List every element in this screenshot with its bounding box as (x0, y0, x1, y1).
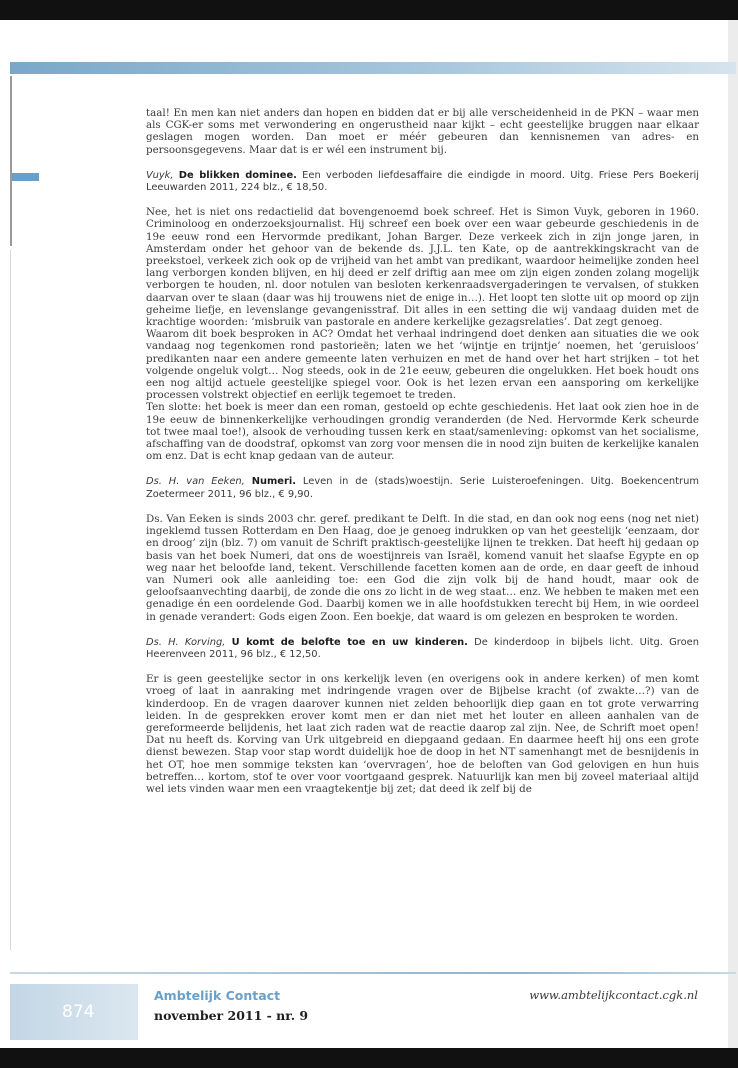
scan-border-top (0, 0, 738, 20)
review-publication-info: De kinderdoop in bijbels licht. Uitg. Groen Heerenveen 2011, 96 blz., € 12,50. (146, 636, 699, 660)
review-book-title: Numeri. (251, 476, 297, 488)
review-author: Vuyk, (146, 169, 174, 181)
header-band (10, 62, 736, 74)
review-book-title: De blikken dominee. (178, 169, 297, 181)
review-paragraph: Er is geen geestelijke sector in ons kerkelijk leven (en overigens ook in andere kerken) of men komt vroeg of laat in aanraking met indringende vragen over de Bijbelse kracht (of zwakte…?) van de kinderdoop. En de vragen daarover kunnen niet zelden behoorlijk diep gaan en tot grote verwarring leiden. In de gesprekken erover komt men er dan niet met het louter en alleen aanhalen van de gereformeerde belijdenis, het laat zich raden wat de reactie daarop zal zijn. Nee, de Schrift moet open! Dat nu heeft ds. Korving van Urk uitgebreid en diepgaand gedaan. En daarmee heeft hij ons een grote dienst bewezen. Stap voor stap wordt duidelijk hoe de doop in het NT samenhangt met de besnijdenis in het OT, hoe men sommige teksten kan ‘overvragen’, hoe de beloften van God gelovigen en hun huis betreffen… kortom, stof te over voor voortgaand gesprek. Natuurlijk kan men bij zoveel materiaal altijd wel iets vinden waar men een vraagtekentje bij zet; dat deed ik zelf bij de (146, 673, 699, 795)
scan-border-bottom (0, 1048, 738, 1068)
review-reference (146, 170, 699, 194)
review-author: Ds. H. van Eeken, (146, 476, 245, 488)
margin-rule-faint (10, 250, 11, 950)
review-paragraph: Nee, het is niet ons redactielid dat bovengenoemd boek schreef. Het is Simon Vuyk, geboren in 1960. Criminoloog en onderzoeksjournalist. Hij schreef een boek over een waar gebeurde geschiedenis in de 19e eeuw rond een Hervormde predikant, Johan Barger. Deze verkeek zich in zijn jonge jaren, in Amsterdam onder het gehoor van de bekende ds. J.J.L. ten Kate, op de aantrekkingskracht van de preekstoel, verkeek zich ook op de vrijheid van het ambt van predikant, waardoor heimelijke zonden heel lang verborgen konden blijven, en hij deed er zelf driftig aan mee om zijn eigen zonden zolang mogelijk verborgen te houden, nl. door notulen van besloten kerkenraadsvergaderingen te vervalsen, of stukken daarvan over te slaan (daar was hij trouwens niet de enige in…). Het loopt ten slotte uit op moord op zijn geheime liefje, en levenslange gevangenisstraf. Dit alles in een setting die wij vandaag duiden met de krachtige woorden: ‘misbruik van pastorale en andere kerkelijke gezagsrelaties’. Dat zegt genoeg. (146, 206, 699, 329)
review-reference (146, 637, 699, 661)
review-paragraph: Waarom dit boek besproken in AC? Omdat het verhaal indringend doet denken aan situaties die we ook vandaag nog tegenkomen rond pastorieën; laten we het ‘wijntje en trijntje’ noemen, het ‘geruisloos’ predikanten naar een andere gemeente laten verhuizen en met de hand over het hart strijken – tot het volgende ongeluk volgt… Nog steeds, ook in de 21e eeuw, gebeuren die ongelukken. Het boek houdt ons een nog altijd actuele geestelijke spiegel voor. Ook is het lezen ervan een aansporing om kerkelijke processen volstrekt objectief en eerlijk tegemoet te treden. (146, 328, 699, 402)
magazine-title: Ambtelijk Contact (154, 988, 281, 1003)
magazine-url[interactable]: www.ambtelijkcontact.cgk.nl (529, 988, 698, 1002)
magazine-issue: november 2011 - nr. 9 (154, 1008, 309, 1023)
review-book-title: U komt de belofte toe en uw kinderen. (231, 636, 468, 648)
review-author: Ds. H. Korving, (146, 636, 226, 648)
review-publication-info: Een verboden liefdesaffaire die eindigde in moord. Uitg. Friese Pers Boekerij Leeuwarden 2011, 224 blz., € 18,50. (146, 169, 700, 194)
review-reference (146, 476, 699, 500)
review-paragraph: Ten slotte: het boek is meer dan een roman, gestoeld op echte geschiedenis. Het laat ook zien hoe in de 19e eeuw de binnenkerkelijke verhoudingen grondig veranderden (de Ned. Hervormde Kerk scheurde tot twee maal toe!), alsook de verhouding tussen kerk en staat/samenleving: opkomst van het socialisme, afschaffing van de doodstraf, opkomst van zorg voor mensen die in nood zijn buiten de kerkelijke kanalen om enz. Dat is echt knap gedaan van de auteur. (146, 401, 699, 463)
margin-rule (10, 76, 12, 246)
article-body (146, 107, 699, 795)
page-number-badge (10, 984, 138, 1040)
footer-rule (10, 972, 736, 974)
intro-paragraph: taal! En men kan niet anders dan hopen en bidden dat er bij alle verscheidenheid in de PKN – waar men als CGK-er soms met verwondering en ongerustheid naar kijkt – echt geestelijke bruggen naar elkaar geslagen mogen worden. Dan moet er méér gebeuren dan kennisnemen van adres- en persoonsgegevens. Maar dat is er wél een instrument bij. (146, 107, 699, 156)
review-publication-info: Leven in de (stads)woestijn. Serie Luisteroefeningen. Uitg. Boekencentrum Zoetermeer 2011, 96 blz., € 9,90. (146, 476, 699, 500)
scan-border-right (728, 20, 738, 1048)
margin-tab (10, 173, 39, 181)
review-paragraph: Ds. Van Eeken is sinds 2003 chr. geref. predikant te Delft. In die stad, en dan ook nog eens (nog net niet) ingeklemd tussen Rotterdam en Den Haag, doe je genoeg indrukken op van het geestelijk ‘eenzaam, dor en droog’ zijn (blz. 7) om vanuit de Schrift praktisch-geestelijke lijnen te trekken. Dat heeft hij gedaan op basis van het boek Numeri, dat ons de woestijnreis van Israël, komend vanuit het slaafse Egypte en op weg naar het beloofde land, tekent. Verschillende facetten komen aan de orde, en daar geeft de inhoud van Numeri ook alle aanleiding toe: een God die zijn volk bij de hand houdt, maar ook de geloofsaanvechting daarbij, de zonde die ons zo licht in de weg staat… enz. We hebben te maken met een genadige én een oordelende God. Daarbij komen we in alle hoofdstukken terecht bij Hem, in wie oordeel in genade verandert: Gods eigen Zoon. Een boekje, dat waard is om gelezen en besproken te worden. (146, 512, 699, 623)
page-number: 874 (62, 1002, 95, 1022)
